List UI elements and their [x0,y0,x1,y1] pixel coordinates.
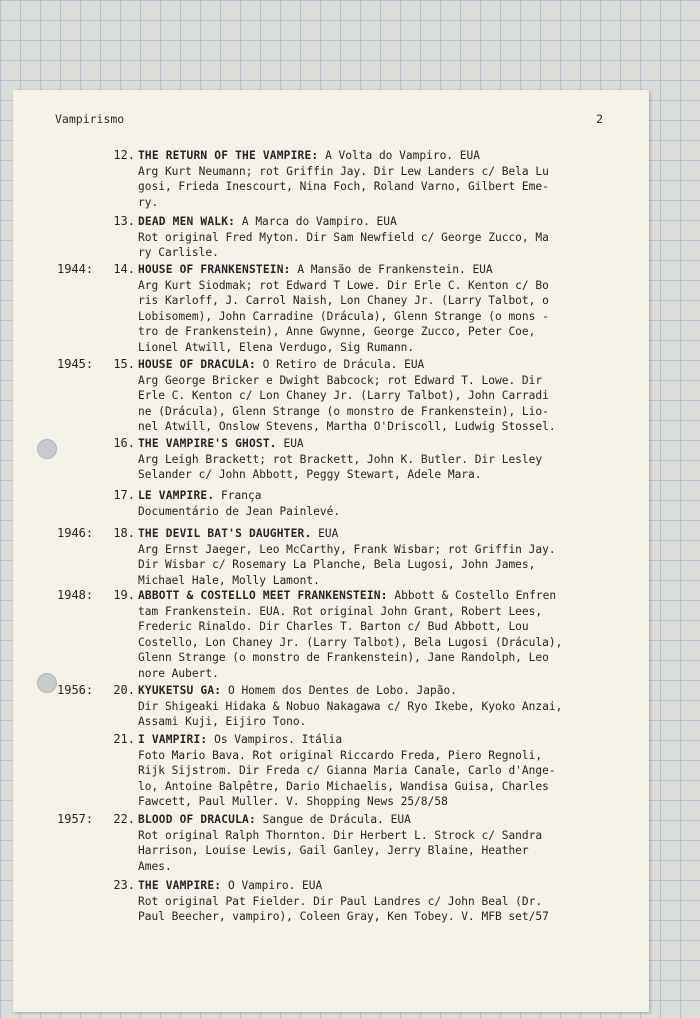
entry-number: 22. [113,812,135,826]
entry-year: 1944: [57,262,94,276]
entry-first-line [138,588,608,604]
film-title: ABBOTT & COSTELLO MEET FRANKENSTEIN: [138,589,388,602]
entry-number: 16. [113,436,135,450]
film-title-translation: A Volta do Vampiro. EUA [318,149,480,162]
film-title-translation: O Vampiro. EUA [221,879,323,892]
film-title-translation: EUA [311,527,339,540]
film-title: THE DEVIL BAT'S DAUGHTER. [138,527,312,540]
credit-line: nore Aubert. [138,666,219,680]
entry-text [138,214,608,261]
entry-first-line [138,488,608,504]
entry-first-line [138,357,608,373]
punch-hole [37,673,57,693]
film-title: THE VAMPIRE'S GHOST. [138,437,277,450]
entry-first-line [138,812,608,828]
entry-first-line [138,732,608,748]
entry-year: 1957: [57,812,94,826]
credit-line: ry. [138,195,159,209]
entry-number: 21. [113,732,135,746]
entry-number: 23. [113,878,135,892]
entry-text [138,262,608,355]
entry-text [138,812,608,874]
credit-line: Rot original Pat Fielder. Dir Paul Landres c/ John Beal (Dr. [138,894,543,908]
entry-first-line [138,683,608,699]
credit-line: Dir Wisbar c/ Rosemary La Planche, Bela Lugosi, John James, [138,558,536,571]
entry-number: 17. [113,488,135,502]
film-title: KYUKETSU GA: [138,684,222,697]
entry-year: 1945: [57,357,94,371]
credit-line: ris Karloff, J. Carrol Naish, Lon Chaney Jr. (Larry Talbot, o [138,294,549,307]
credit-line: Arg George Bricker e Dwight Babcock; rot Edward T. Lowe. Dir [138,373,543,387]
entry-text [138,148,608,210]
entry-text [138,436,608,483]
film-title: BLOOD OF DRACULA: [138,813,256,826]
film-title-translation: Sangue de Drácula. EUA [255,813,411,826]
credit-line: Arg Ernst Jaeger, Leo McCarthy, Frank Wisbar; rot Griffin Jay. [138,542,556,556]
entry-text [138,683,608,730]
credit-line: ry Carlisle. [138,246,219,259]
entry-first-line [138,262,608,278]
credit-line: Assami Kuji, Eijiro Tono. [138,715,307,728]
document-page [13,90,649,1012]
credit-line: Erle C. Kenton c/ Lon Chaney Jr. (Larry Talbot), John Carradi [138,389,549,402]
film-title-translation: França [214,489,262,502]
film-title-translation: O Homem dos Dentes de Lobo. Japão. [221,684,457,697]
credit-line: lo, Antoine Balpêtre, Dario Michaelis, Wandisa Guisa, Charles [138,779,549,793]
film-title: I VAMPIRI: [138,733,208,746]
credit-line: Documentário de Jean Painlevé. [138,504,341,518]
credit-line: Arg Kurt Siodmak; rot Edward T Lowe. Dir Erle C. Kenton c/ Bo [138,278,549,292]
film-title: HOUSE OF FRANKENSTEIN: [138,263,291,276]
entry-text [138,526,608,588]
credit-line: ne (Drácula), Glenn Strange (o monstro de Frankenstein), Lio- [138,404,549,418]
credit-line: Fawcett, Paul Muller. V. Shopping News 25/8/58 [138,795,448,808]
entry-first-line [138,148,608,164]
entry-number: 12. [113,148,135,162]
entry-year: 1946: [57,526,94,540]
entry-text [138,732,608,810]
credit-line: tro de Frankenstein), Anne Gwynne, George Zucco, Peter Coe, [138,325,536,338]
entry-first-line [138,526,608,542]
credit-line: Harrison, Louise Lewis, Gail Ganley, Jerry Blaine, Heather [138,844,529,857]
credit-line: Rot original Fred Myton. Dir Sam Newfield c/ George Zucco, Ma [138,230,549,244]
credit-line: Foto Mario Bava. Rot original Riccardo Freda, Piero Regnoli, [138,748,543,762]
entry-year: 1956: [57,683,94,697]
film-title-translation: EUA [276,437,304,450]
credit-line: Lobisomem), John Carradine (Drácula), Glenn Strange (o mons - [138,309,549,323]
credit-line: Glenn Strange (o monstro de Frankenstein), Jane Randolph, Leo [138,651,549,664]
credit-line: Dir Shigeaki Hidaka & Nobuo Nakagawa c/ Ryo Ikebe, Kyoko Anzai, [138,699,563,713]
film-title-translation: O Retiro de Drácula. EUA [255,358,425,371]
film-title: THE VAMPIRE: [138,879,222,892]
entry-first-line [138,878,608,894]
credit-line: Selander c/ John Abbott, Peggy Stewart, Adele Mara. [138,468,482,481]
credit-line: Costello, Lon Chaney Jr. (Larry Talbot), Bela Lugosi (Drácula), [138,635,563,649]
page-header-title: Vampirismo [55,112,125,126]
entry-first-line [138,436,608,452]
credit-line: gosi, Frieda Inescourt, Nina Foch, Roland Varno, Gilbert Eme- [138,180,549,193]
credit-line: Rijk Sijstrom. Dir Freda c/ Gianna Maria Canale, Carlo d'Ange- [138,764,556,777]
film-title-translation: A Mansão de Frankenstein. EUA [290,263,493,276]
credit-line: Frederic Rinaldo. Dir Charles T. Barton c/ Bud Abbott, Lou [138,620,529,633]
entry-number: 14. [113,262,135,276]
punch-hole [37,439,57,459]
credit-line: Michael Hale, Molly Lamont. [138,573,320,587]
entry-text [138,357,608,435]
film-title-translation: Abbott & Costello Enfren [387,589,557,602]
film-title-translation: A Marca do Vampiro. EUA [235,215,397,228]
credit-line: Arg Leigh Brackett; rot Brackett, John K. Butler. Dir Lesley [138,452,543,466]
film-title: THE RETURN OF THE VAMPIRE: [138,149,319,162]
credit-line: Rot original Ralph Thornton. Dir Herbert L. Strock c/ Sandra [138,828,543,842]
credit-line: nel Atwill, Onslow Stevens, Martha O'Driscoll, Ludwig Stossel. [138,420,556,433]
entry-number: 13. [113,214,135,228]
credit-line: tam Frankenstein. EUA. Rot original John Grant, Robert Lees, [138,604,543,618]
entry-number: 15. [113,357,135,371]
entry-first-line [138,214,608,230]
entry-number: 18. [113,526,135,540]
credit-line: Paul Beecher, vampiro), Coleen Gray, Ken Tobey. V. MFB set/57 [138,910,549,923]
page-number: 2 [596,112,603,126]
credit-line: Arg Kurt Neumann; rot Griffin Jay. Dir Lew Landers c/ Bela Lu [138,164,549,178]
entry-text [138,588,608,681]
entry-text [138,488,608,519]
entry-number: 20. [113,683,135,697]
film-title-translation: Os Vampiros. Itália [207,733,343,746]
entry-text [138,878,608,925]
film-title: DEAD MEN WALK: [138,215,236,228]
credit-line: Ames. [138,859,172,873]
credit-line: Lionel Atwill, Elena Verdugo, Sig Rumann. [138,340,415,354]
entry-number: 19. [113,588,135,602]
film-title: HOUSE OF DRACULA: [138,358,256,371]
entry-year: 1948: [57,588,94,602]
film-title: LE VAMPIRE. [138,489,215,502]
